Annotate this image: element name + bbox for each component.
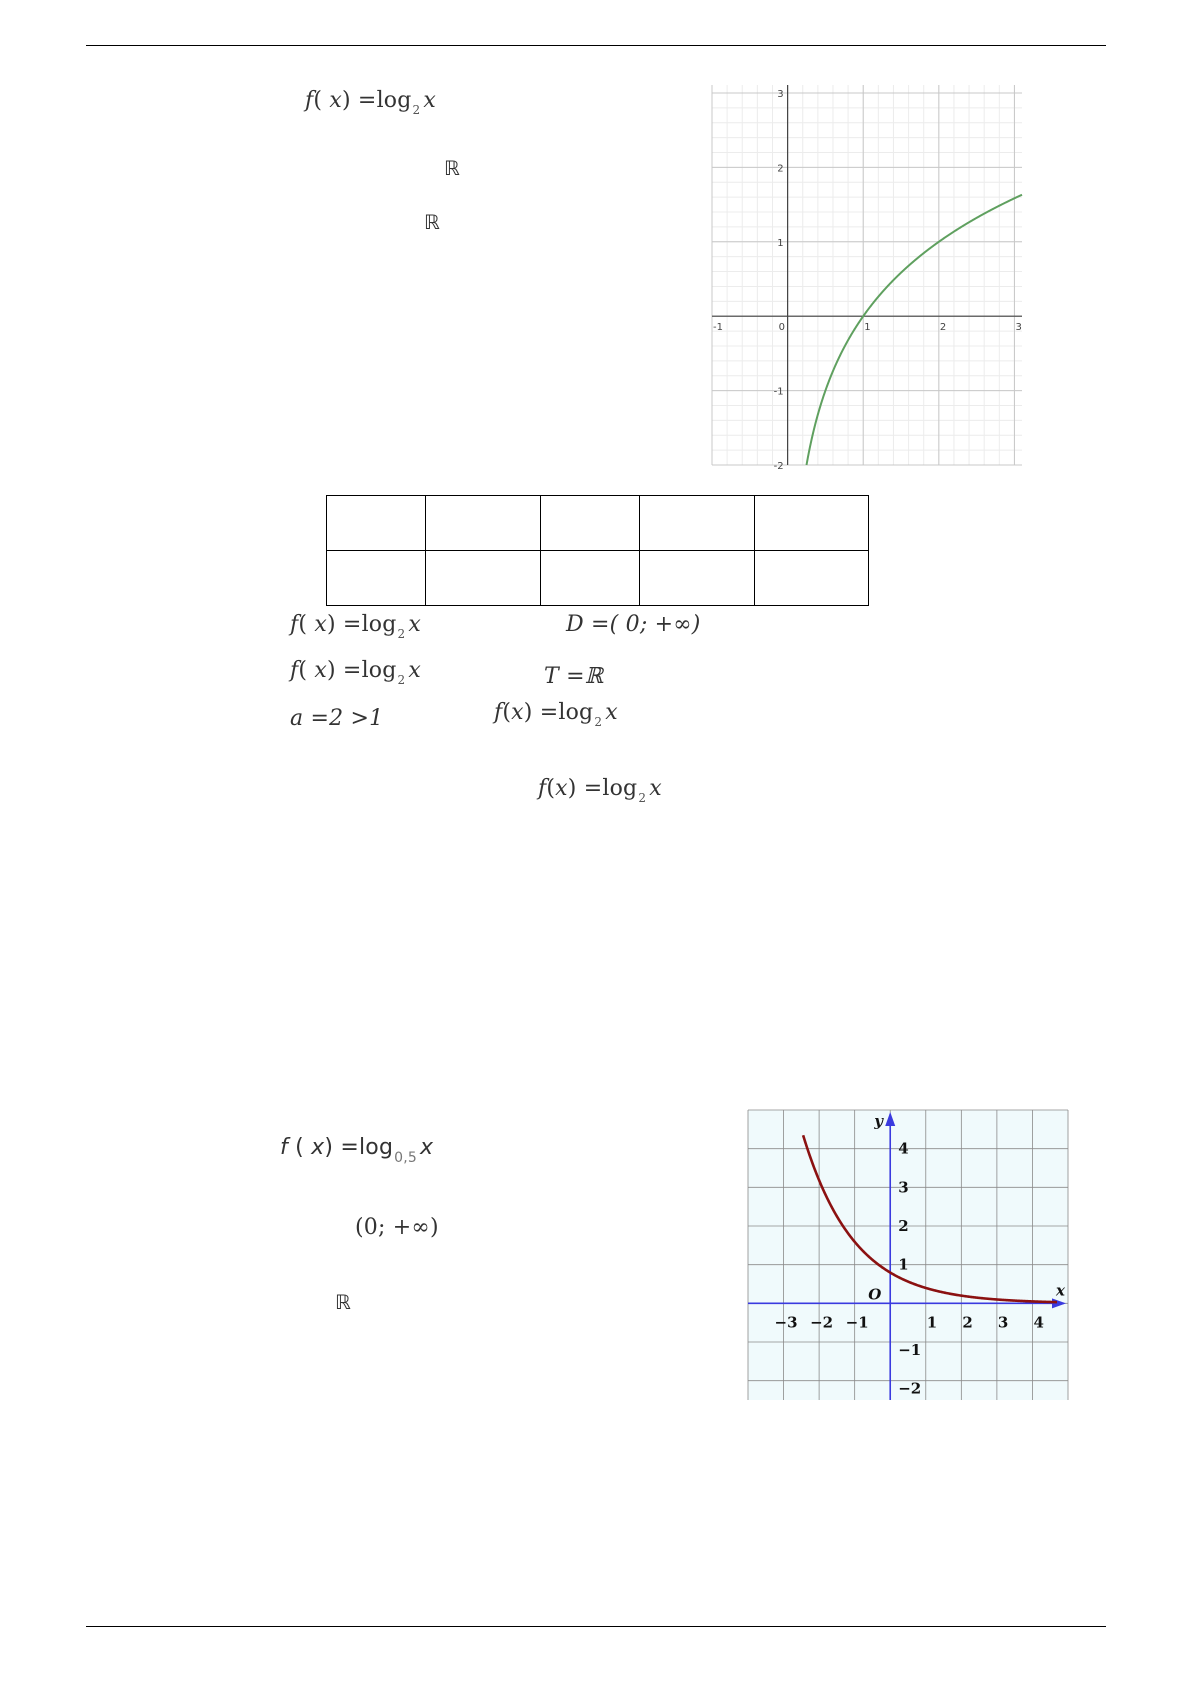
y-tick-label: −1 — [898, 1341, 922, 1359]
footer-rule — [86, 1626, 1106, 1627]
table-cell — [640, 496, 755, 551]
property-1-function: f( $x) =\log_2$ x — [290, 612, 421, 641]
x-tick-label: 3 — [997, 1313, 1009, 1332]
y-axis-label: y — [874, 1112, 883, 1130]
x-tick-label: 2 — [939, 322, 947, 334]
x-tick-label: -1 — [713, 322, 723, 334]
x-tick-label: 0 — [778, 322, 785, 334]
y-tick-label: 1 — [898, 1255, 909, 1274]
table-cell — [541, 496, 640, 551]
y-tick-label: -2 — [773, 461, 784, 472]
y-tick-label: -1 — [773, 386, 784, 398]
property-1-domain: D =( 0; +∞) — [566, 612, 701, 637]
log2-curve — [807, 195, 1022, 465]
y-tick-label: 1 — [777, 237, 784, 249]
table-row — [327, 551, 869, 606]
x-tick-label: 3 — [1015, 322, 1022, 334]
table-cell — [755, 496, 869, 551]
y-tick-label: 2 — [898, 1217, 909, 1235]
property-3-function: $f(x) =\log_2$ x — [494, 700, 618, 729]
table-cell — [426, 551, 541, 606]
x-tick-label: 1 — [926, 1313, 938, 1332]
y-tick-label: 3 — [898, 1178, 909, 1197]
y-tick-label: 3 — [777, 89, 784, 100]
x-tick-label: 1 — [864, 322, 871, 334]
origin-label: O — [868, 1285, 882, 1304]
function-definition-log05: f ( $x) =\log_{0,5}$ x — [280, 1135, 434, 1166]
x-tick-label: −1 — [845, 1313, 869, 1332]
x-axis-label: x — [1056, 1281, 1065, 1300]
property-3-condition: a =2 >1 — [290, 706, 384, 731]
property-2-function: f( $x) =\log_2$ x — [290, 658, 421, 687]
table-cell — [755, 551, 869, 606]
x-tick-label: 2 — [962, 1313, 973, 1332]
y-tick-label: 2 — [777, 163, 784, 175]
log2-graph — [712, 85, 1022, 472]
x-tick-label: 4 — [1033, 1313, 1044, 1332]
log05-graph — [748, 1110, 1068, 1400]
domain-value-log05: (0; +∞) — [355, 1215, 439, 1240]
table-cell — [327, 551, 426, 606]
table-cell — [327, 496, 426, 551]
x-tick-label: −3 — [774, 1313, 798, 1332]
y-tick-label: −2 — [898, 1379, 922, 1398]
y-tick-label: 4 — [898, 1139, 909, 1158]
x-tick-label: −2 — [810, 1313, 834, 1332]
value-table — [326, 495, 869, 606]
property-2-range: T =ℝ — [544, 664, 604, 689]
function-definition-log2: f( $x) =\log_2$ x — [305, 88, 436, 117]
table-cell — [640, 551, 755, 606]
header-rule — [86, 45, 1106, 46]
property-4-function: $f(x) =\log_2$ x — [538, 776, 662, 805]
table-cell — [426, 496, 541, 551]
table-cell — [541, 551, 640, 606]
domain-symbol: ℝ — [444, 156, 460, 180]
table-row — [327, 496, 869, 551]
range-symbol: ℝ — [424, 210, 440, 234]
range-symbol-log05: ℝ — [335, 1290, 351, 1314]
